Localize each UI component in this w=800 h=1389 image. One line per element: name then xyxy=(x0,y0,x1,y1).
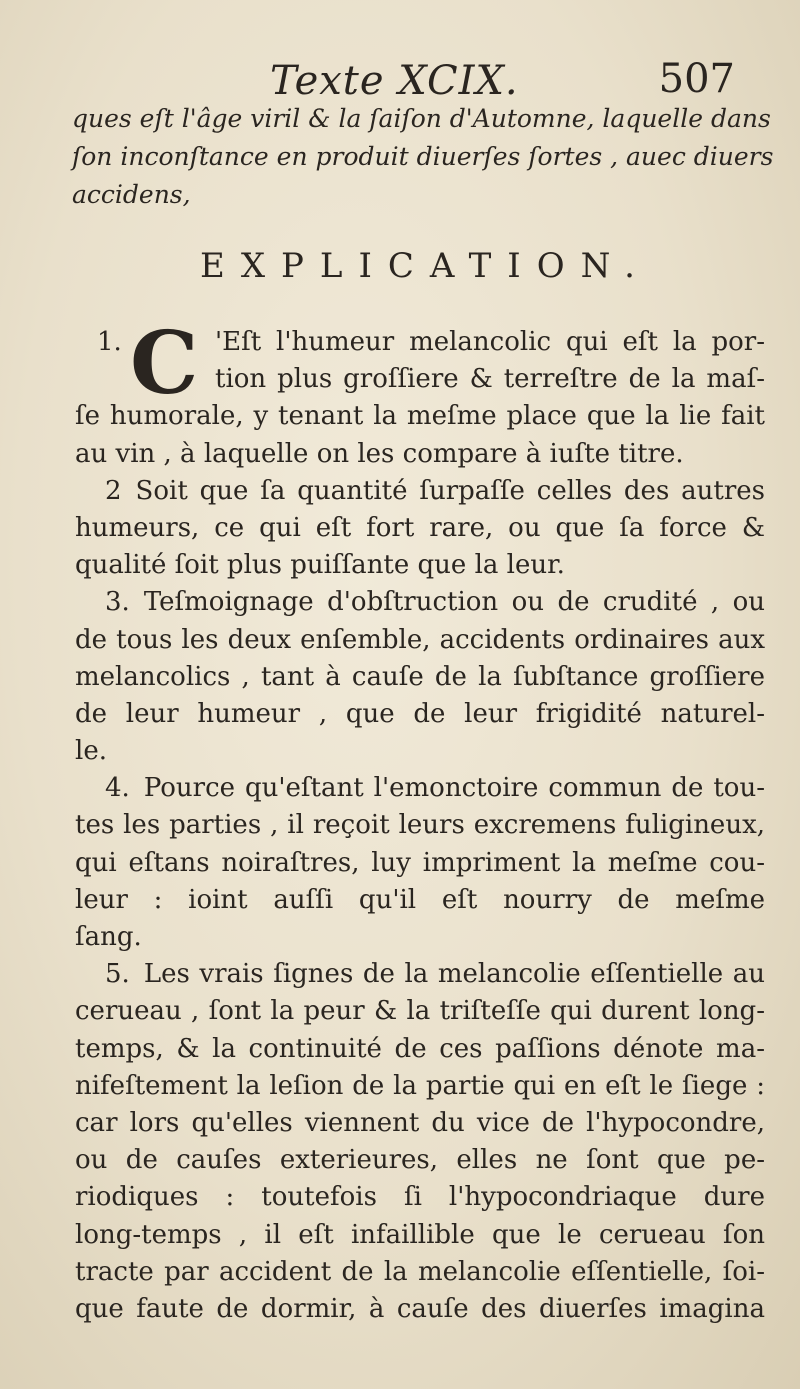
text-line: cerueau , ſont la peur & la triſteſſe qui durent long- xyxy=(75,996,765,1027)
text-line: au vin , à laquelle on les compare à iuſte titre. xyxy=(75,438,684,469)
paragraph-number: 2 xyxy=(105,475,122,506)
text-line: 4. Pource qu'eſtant l'emonctoire commun de tou- xyxy=(105,773,765,804)
text-line: ſe humorale, y tenant la meſme place que la lie fait xyxy=(75,401,765,432)
paragraph-4 xyxy=(75,770,765,956)
text-line: temps, & la continuité de ces paſſions dénote ma- xyxy=(75,1033,765,1064)
paragraph-5 xyxy=(75,956,765,1328)
section-heading: EXPLICATION. xyxy=(200,246,651,286)
text-line: de tous les deux enſemble, accidents ordinaires aux xyxy=(75,624,765,655)
paragraph-number: 3. xyxy=(105,587,130,618)
verse-text xyxy=(72,100,772,214)
text-line: le. xyxy=(75,736,107,767)
text-line: car lors qu'elles viennent du vice de l'hypocondre, xyxy=(75,1107,765,1138)
verse-line: ſon inconſtance en produit diuerſes ſortes , auec diuers xyxy=(72,142,774,171)
page-number: 507 xyxy=(658,56,735,102)
text-line: melancolics , tant à cauſe de la ſubſtance groſſiere xyxy=(75,661,765,692)
text-line: 2 Soit que ſa quantité ſurpaſſe celles des autres xyxy=(105,475,765,506)
text-line: de leur humeur , que de leur frigidité naturel- xyxy=(75,698,765,729)
explication-body xyxy=(75,313,765,1328)
page-header xyxy=(0,52,800,102)
text-line: humeurs, ce qui eſt fort rare, ou que ſa force & xyxy=(75,512,765,543)
drop-cap: C xyxy=(130,313,199,414)
running-title: Texte XCIX. xyxy=(270,58,519,104)
text-line: tes les parties , il reçoit leurs excremens fuligineux, xyxy=(75,810,765,841)
text-line: leur : ioint auſſi qu'il eſt nourry de meſme xyxy=(75,884,765,915)
text-line: 5. Les vrais ſignes de la melancolie eſſentielle au xyxy=(105,959,765,990)
text-line: tion plus groſſiere & terreſtre de la maſ- xyxy=(215,364,765,395)
text-line: qui eſtans noiraſtres, luy impriment la meſme cou- xyxy=(75,847,765,878)
paragraph-3 xyxy=(75,584,765,770)
verse-line: ques eſt l'âge viril & la ſaiſon d'Automne, laquelle dans xyxy=(72,104,771,133)
text-line: tracte par accident de la melancolie eſſentielle, ſoi- xyxy=(75,1256,765,1287)
text-line: ou de cauſes exterieures, elles ne ſont que pe- xyxy=(75,1145,765,1176)
paragraph-1 xyxy=(75,313,765,473)
text-line: riodiques : toutefois ſi l'hypocondriaque dure xyxy=(75,1182,765,1213)
text-line: nifeſtement la leſion de la partie qui en eſt le ſiege : xyxy=(75,1070,765,1101)
text-line: 'Eſt l'humeur melancolic qui eſt la por- xyxy=(215,327,765,357)
text-line: 3. Teſmoignage d'obſtruction ou de crudité , ou xyxy=(105,587,765,618)
verse-line: accidens, xyxy=(72,180,191,209)
text-line: long-temps , il eſt infaillible que le cerueau ſon xyxy=(75,1219,765,1250)
text-line: qualité ſoit plus puiſſante que la leur. xyxy=(75,550,565,581)
text-line: que faute de dormir, à cauſe des diuerſes imagina xyxy=(75,1293,765,1324)
paragraph-number: 1. xyxy=(97,327,122,357)
text-line: ſang. xyxy=(75,922,142,952)
paragraph-number: 4. xyxy=(105,773,130,804)
paragraph-number: 5. xyxy=(105,959,130,990)
paragraph-2 xyxy=(75,473,765,585)
